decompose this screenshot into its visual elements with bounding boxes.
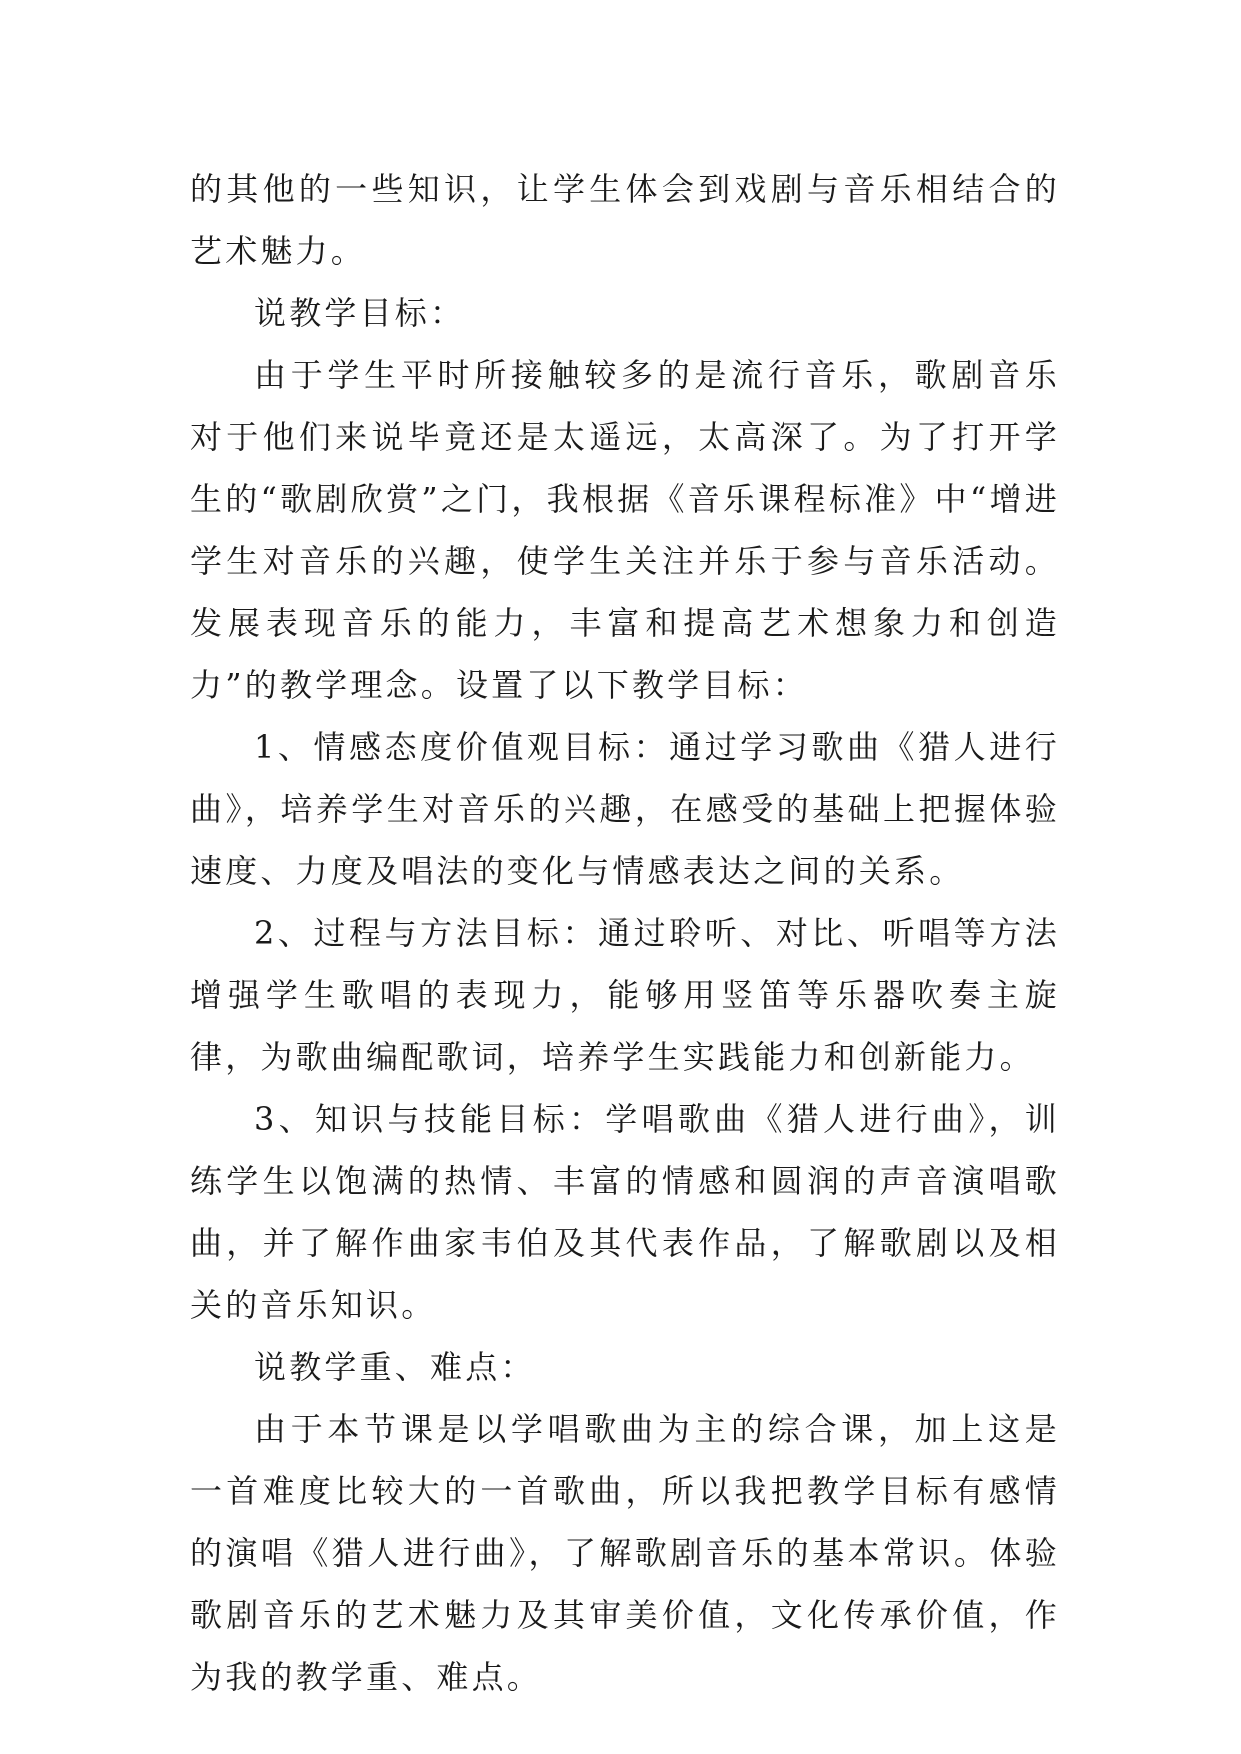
paragraph-intro-continuation: 的其他的一些知识，让学生体会到戏剧与音乐相结合的艺术魅力。 (190, 170, 1060, 270)
paragraph-goal-3: 3、知识与技能目标：学唱歌曲《猎人进行曲》，训练学生以饱满的热情、丰富的情感和圆润的声音演唱歌曲，并了解作曲家韦伯及其代表作品，了解歌剧以及相关的音乐知识。 (190, 1100, 1060, 1324)
paragraph-goal-1: 1、情感态度价值观目标：通过学习歌曲《猎人进行曲》，培养学生对音乐的兴趣，在感受的基础上把握体验速度、力度及唱法的变化与情感表达之间的关系。 (190, 728, 1060, 890)
document-body (190, 158, 1060, 1708)
paragraph-goals-rationale: 由于学生平时所接触较多的是流行音乐，歌剧音乐对于他们来说毕竟还是太遥远，太高深了。为了打开学生的“歌剧欣赏”之门，我根据《音乐课程标准》中“增进学生对音乐的兴趣，使学生关注并乐于参与音乐活动。发展表现音乐的能力，丰富和提高艺术想象力和创造力”的教学理念。设置了以下教学目标： (190, 356, 1060, 704)
heading-teaching-goals: 说教学目标： (254, 294, 466, 332)
heading-key-difficult-points: 说教学重、难点： (254, 1348, 536, 1386)
paragraph-key-difficult-points: 由于本节课是以学唱歌曲为主的综合课，加上这是一首难度比较大的一首歌曲，所以我把教学目标有感情的演唱《猎人进行曲》，了解歌剧音乐的基本常识。体验歌剧音乐的艺术魅力及其审美价值，文化传承价值，作为我的教学重、难点。 (190, 1410, 1060, 1696)
paragraph-goal-2: 2、过程与方法目标：通过聆听、对比、听唱等方法增强学生歌唱的表现力，能够用竖笛等乐器吹奏主旋律，为歌曲编配歌词，培养学生实践能力和创新能力。 (190, 914, 1060, 1076)
